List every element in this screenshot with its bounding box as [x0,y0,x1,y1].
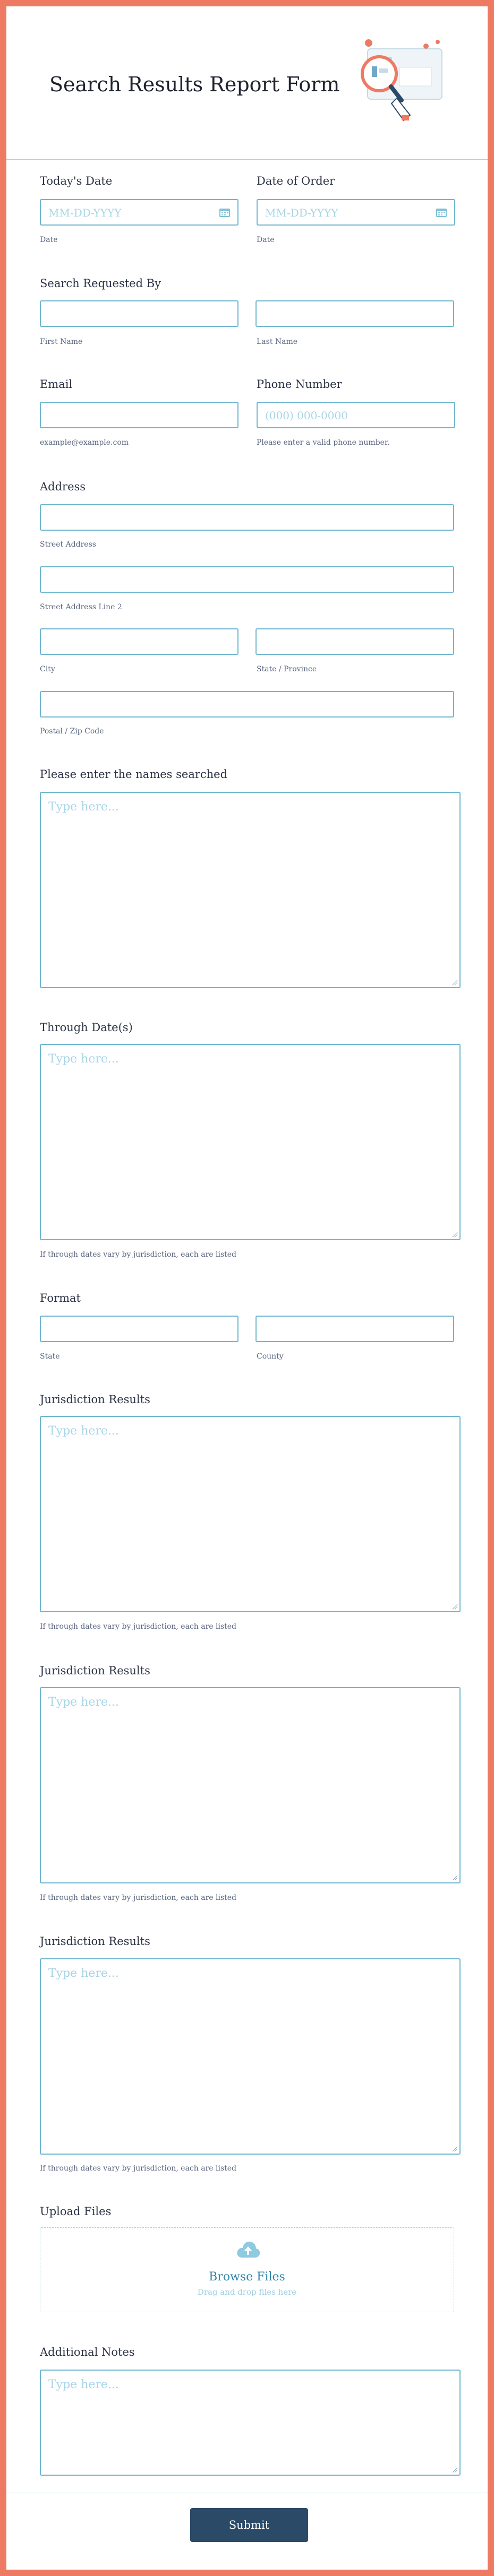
street-address-2-input[interactable] [40,566,454,593]
todays-date-input[interactable] [40,199,239,226]
jurisdiction-results-3-textarea[interactable] [40,1958,461,2155]
file-dropzone[interactable] [40,2227,454,2312]
email-label: Email [40,378,73,391]
jurisdiction-results-2-hint: If through dates vary by jurisdiction, each are listed [40,1894,237,1902]
postal-code-sublabel: Postal / Zip Code [40,727,104,736]
names-searched-placeholder: Type here... [48,800,119,814]
street-address-input[interactable] [40,504,454,531]
additional-notes-placeholder: Type here... [48,2378,119,2391]
phone-placeholder: (000) 000-0000 [265,409,348,422]
date-of-order-input[interactable] [257,199,455,226]
jurisdiction-results-1-textarea[interactable] [40,1416,461,1612]
resize-handle-icon[interactable] [452,1603,458,1610]
names-searched-textarea[interactable] [40,792,461,988]
additional-notes-label: Additional Notes [40,2346,135,2358]
calendar-icon[interactable] [436,208,447,217]
date-of-order-placeholder: MM-DD-YYYY [265,206,338,219]
form-header [6,6,488,160]
jurisdiction-results-label: Jurisdiction Results [40,1935,150,1948]
phone-label: Phone Number [257,378,342,391]
format-state-sublabel: State [40,1352,60,1361]
date-of-order-label: Date of Order [257,175,335,187]
jurisdiction-results-label: Jurisdiction Results [40,1664,150,1677]
jurisdiction-results-3-placeholder: Type here... [48,1967,119,1980]
first-name-sublabel: First Name [40,338,83,346]
through-dates-label: Through Date(s) [40,1021,133,1034]
format-county-sublabel: County [257,1352,284,1361]
state-province-input[interactable] [255,628,454,655]
resize-handle-icon[interactable] [452,2146,458,2152]
jurisdiction-results-1-placeholder: Type here... [48,1424,119,1438]
last-name-sublabel: Last Name [257,338,298,346]
first-name-input[interactable] [40,300,239,327]
names-searched-label: Please enter the names searched [40,768,228,781]
additional-notes-textarea[interactable] [40,2370,461,2476]
search-requested-by-label: Search Requested By [40,277,161,290]
drag-drop-hint: Drag and drop files here [197,2287,297,2297]
format-label: Format [40,1292,81,1304]
through-dates-placeholder: Type here... [48,1052,119,1066]
jurisdiction-results-label: Jurisdiction Results [40,1393,150,1406]
postal-code-input[interactable] [40,691,454,718]
resize-handle-icon[interactable] [452,1874,458,1881]
city-sublabel: City [40,665,55,673]
form-title: Search Results Report Form [49,73,340,96]
jurisdiction-results-1-hint: If through dates vary by jurisdiction, each are listed [40,1622,237,1631]
through-dates-textarea[interactable] [40,1044,461,1240]
cloud-upload-icon [236,2240,260,2260]
phone-sublabel: Please enter a valid phone number. [257,438,390,447]
city-input[interactable] [40,628,239,655]
through-dates-hint: If through dates vary by jurisdiction, each are listed [40,1250,237,1259]
address-label: Address [40,480,86,493]
format-state-input[interactable] [40,1316,239,1342]
jurisdiction-results-3-hint: If through dates vary by jurisdiction, each are listed [40,2164,237,2173]
submit-button[interactable]: Submit [190,2508,308,2542]
search-illustration-icon [346,36,453,131]
resize-handle-icon[interactable] [452,2467,458,2473]
browse-files-link[interactable]: Browse Files [209,2270,285,2284]
todays-date-sublabel: Date [40,236,58,244]
street-address-sublabel: Street Address [40,540,96,549]
jurisdiction-results-2-textarea[interactable] [40,1687,461,1883]
format-county-input[interactable] [255,1316,454,1342]
todays-date-label: Today's Date [40,175,113,187]
email-sublabel: example@example.com [40,438,129,447]
street-address-2-sublabel: Street Address Line 2 [40,603,122,611]
form-card [6,6,488,2570]
upload-files-label: Upload Files [40,2205,112,2218]
resize-handle-icon[interactable] [452,979,458,986]
calendar-icon[interactable] [219,208,230,217]
email-input[interactable] [40,402,239,428]
phone-input[interactable] [257,402,455,428]
last-name-input[interactable] [255,300,454,327]
todays-date-placeholder: MM-DD-YYYY [48,206,122,219]
date-of-order-sublabel: Date [257,236,275,244]
resize-handle-icon[interactable] [452,1231,458,1238]
state-province-sublabel: State / Province [257,665,317,673]
jurisdiction-results-2-placeholder: Type here... [48,1696,119,1709]
